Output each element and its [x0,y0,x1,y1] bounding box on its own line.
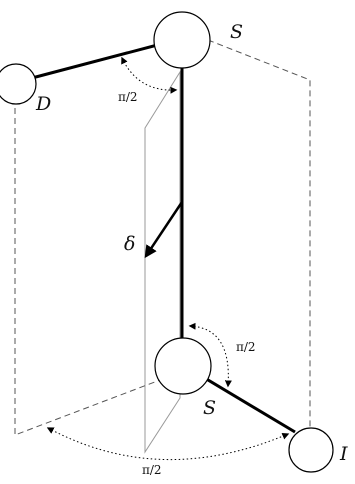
label-angle-bottom-right: π/2 [236,340,256,354]
label-angle-top: π/2 [118,90,138,104]
label-left-d: D [36,93,52,115]
label-right-i: I [340,443,348,465]
label-top-s: S [230,21,244,43]
angle-arc-bottom [48,428,288,460]
perpendicular-plane [145,72,180,452]
right-dashed-frame [208,40,310,445]
atom-right-i [289,428,333,472]
bond-d-s [32,43,165,78]
atom-left-d [0,64,36,104]
left-dashed-frame [15,98,160,435]
label-angle-bottom: π/2 [142,463,162,477]
atom-top-s [154,12,210,68]
delta-vector [146,202,182,256]
atom-bottom-s [155,338,211,394]
label-delta: δ [124,233,136,255]
label-bottom-s: S [203,397,217,419]
